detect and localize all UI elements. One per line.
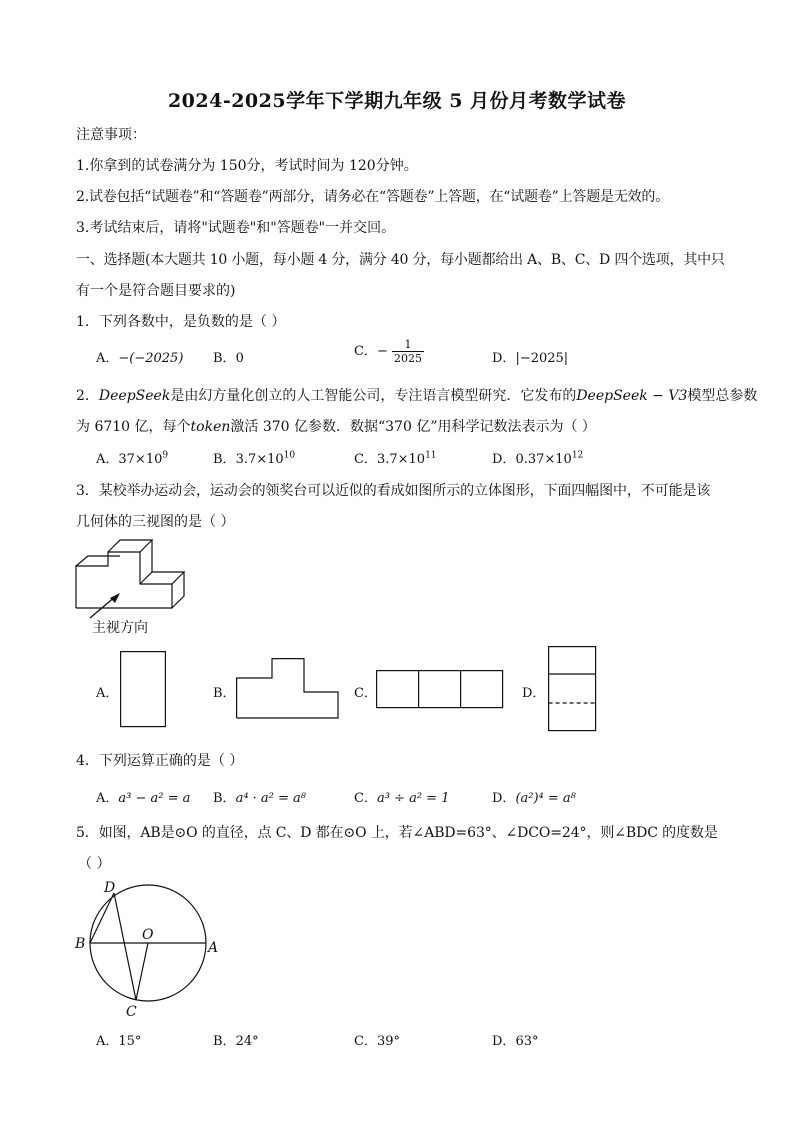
q3-caption: 主视方向 [92, 620, 148, 636]
q1-option-a [96, 347, 183, 366]
q2-line1-post: 模型总参数 [687, 388, 758, 404]
q1-option-d [492, 347, 568, 366]
q5-line2: （ ） [78, 856, 111, 872]
q2-d-label: D． [492, 452, 516, 467]
q1-b-expr: 0 [235, 351, 244, 366]
q5-circle-diagram [72, 876, 232, 1022]
q4-b-expr: a⁴ · a² = a⁸ [235, 791, 307, 806]
point-d-label: D [104, 880, 116, 896]
q2-option-d [492, 448, 583, 467]
q2-option-b [213, 448, 295, 467]
q5-a-val: 15° [118, 1034, 142, 1049]
q3-c-label: C． [354, 686, 377, 701]
q2-b-base: 3.7×10 [235, 452, 284, 467]
q3-line2: 几何体的三视图的是（ ） [76, 514, 235, 530]
q1-stem: 1．下列各数中，是负数的是（ ） [76, 314, 286, 330]
q2-a-base: 37×10 [118, 452, 163, 467]
q4-option-b [213, 787, 306, 806]
q1-option-b [213, 347, 244, 366]
q2-line2-pre: 为 6710 亿，每个 [76, 419, 191, 435]
q4-option-a [96, 787, 190, 806]
q2-c-label: C． [354, 452, 377, 467]
q2-b-label: B． [213, 452, 236, 467]
q5-d-label: D． [492, 1034, 516, 1049]
q2-line2-post: 激活 370 亿参数．数据“370 亿”用科学记数法表示为（ ） [230, 419, 596, 435]
point-b-label: B [75, 936, 86, 952]
q4-option-c [354, 787, 449, 806]
q1-c-fraction [392, 338, 424, 365]
q5-option-b [213, 1030, 259, 1049]
notice-heading: 注意事项： [76, 127, 146, 143]
q2-d-base: 0.37×10 [515, 452, 572, 467]
q2-number: 2． [76, 388, 99, 404]
q1-c-sign: − [376, 344, 388, 359]
q3-option-b-step-shape [236, 658, 340, 720]
q1-d-expr: |−2025| [515, 351, 569, 366]
q2-d-exp: 12 [571, 450, 584, 461]
q2-line2 [76, 416, 596, 436]
q2-option-c [354, 448, 437, 467]
q5-option-d [492, 1030, 538, 1049]
point-o-label: O [142, 927, 154, 943]
q3-option-d-stacked-rectangle [548, 646, 598, 732]
q3-a-label: A． [96, 686, 119, 701]
q2-b-exp: 10 [283, 450, 296, 461]
q4-option-d [492, 787, 576, 806]
q4-c-expr: a³ ÷ a² = 1 [376, 791, 450, 806]
q5-option-c [354, 1030, 400, 1049]
q1-b-label: B． [213, 351, 236, 366]
q1-a-label: A． [96, 351, 119, 366]
q5-c-val: 39° [376, 1034, 400, 1049]
q2-c-exp: 11 [425, 450, 437, 461]
q2-c-base: 3.7×10 [376, 452, 426, 467]
q2-a-exp: 9 [162, 450, 169, 461]
q1-c-numerator: 1 [392, 338, 424, 352]
q2-option-a [96, 448, 168, 467]
q5-c-label: C． [354, 1034, 377, 1049]
q2-a-label: A． [96, 452, 119, 467]
q5-d-val: 63° [515, 1034, 539, 1049]
q5-b-val: 24° [235, 1034, 259, 1049]
page-title: 2024-2025学年下学期九年级 5 月份月考数学试卷 [167, 90, 627, 112]
q4-a-expr: a³ − a² = a [118, 791, 191, 806]
q2-model: DeepSeek − V3 [576, 388, 688, 404]
q5-line1: 5．如图，AB是⊙O 的直径，点 C、D 都在⊙O 上，若∠ABD=63°、∠DCO=24°，则∠BDC 的度数是 [76, 825, 718, 841]
q2-line1 [76, 385, 757, 405]
q3-b-label: B． [213, 686, 236, 701]
q4-stem: 4．下列运算正确的是（ ） [76, 753, 244, 769]
q2-token: token [190, 419, 231, 435]
q3-option-c-three-boxes [376, 670, 506, 710]
section1-line2: 有一个是符合题目要求的) [76, 283, 236, 299]
q4-c-label: C． [354, 791, 377, 806]
q3-option-a-rectangle [120, 651, 166, 729]
notice-item-2: 2.试卷包括“试题卷”和“答题卷”两部分，请务必在“答题卷”上答题，在“试题卷”上答题是无效的。 [76, 189, 670, 205]
q1-c-label: C． [354, 344, 377, 359]
notice-item-3: 3.考试结束后，请将"试题卷"和"答题卷"一并交回。 [76, 220, 396, 236]
q1-option-c [354, 338, 424, 365]
q1-a-expr: −(−2025) [118, 351, 184, 366]
q5-a-label: A． [96, 1034, 119, 1049]
q5-option-a [96, 1030, 141, 1049]
point-c-label: C [126, 1004, 137, 1020]
q2-line1-mid: 是由幻方量化创立的人工智能公司，专注语言模型研究．它发布的 [170, 388, 577, 404]
q4-d-label: D． [492, 791, 516, 806]
q4-a-label: A． [96, 791, 119, 806]
q4-b-label: B． [213, 791, 236, 806]
q1-c-denominator: 2025 [394, 352, 422, 365]
point-a-label: A [208, 940, 219, 956]
q1-d-label: D． [492, 351, 516, 366]
section1-line1: 一、选择题(本大题共 10 小题，每小题 4 分，满分 40 分，每小题都给出 A、B、C、D 四个选项，其中只 [76, 252, 725, 268]
q2-brand: DeepSeek [98, 388, 171, 404]
q5-b-label: B． [213, 1034, 236, 1049]
q3-line1: 3．某校举办运动会，运动会的领奖台可以近似的看成如图所示的立体图形，下面四幅图中，不可能是该 [76, 483, 711, 499]
q3-d-label: D． [522, 686, 546, 701]
q4-d-expr: (a²)⁴ = a⁸ [515, 791, 576, 806]
notice-item-1: 1.你拿到的试卷满分为 150分，考试时间为 120分钟。 [76, 158, 418, 174]
